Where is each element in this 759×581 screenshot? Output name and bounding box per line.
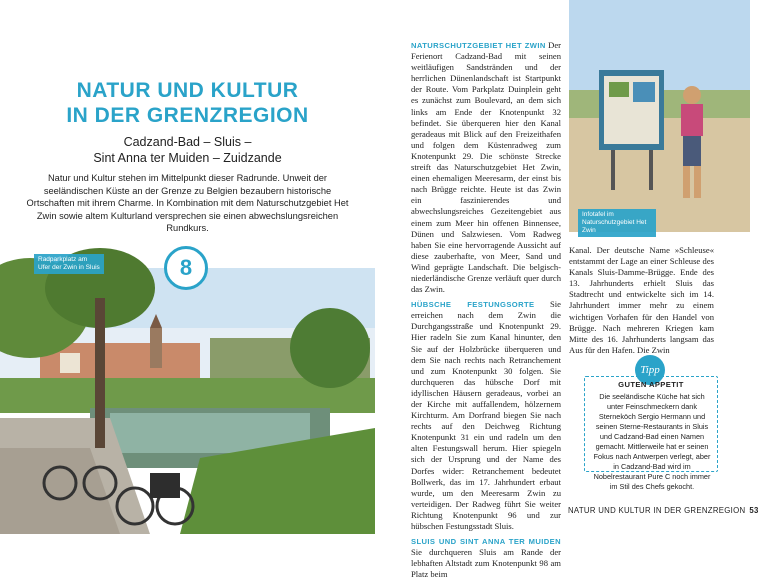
section-text-sluis: Sie durchqueren Sluis am Rande der lebhaften Altstadt zum Knotenpunkt 98 am Platz beim xyxy=(411,547,561,580)
left-page xyxy=(0,0,375,534)
page-footer xyxy=(568,506,759,515)
page-number: 53 xyxy=(749,506,759,515)
subtitle-line-1: Cadzand-Bad – Sluis – xyxy=(123,135,252,149)
intro-text: Natur und Kultur stehen im Mittelpunkt dieser Radrunde. Unweit der seeländischen Küste an der Grenze zu Belgien bezaubern historische Ortschaften mit ihrem Charme. In Kombination mit dem Naturschutzgebiet Het Zwin sowie altem Kulturland versprechen sie einen abwechslungsreichen Rundkurs. xyxy=(26,173,349,234)
page-title xyxy=(20,78,355,128)
tip-text: Die seeländische Küche hat sich unter Feinschmeckern dank Sterneköch Sergio Hermann und seinen Sterne-Restaurants in Sluis und Cadzand-Bad einen Namen gemacht. Mittlerweile hat er seinen Fokus nach Antwerpen verlegt, aber in Cadzand-Bad wird im Nobelrestaurant Pure C noch immer im Stil des Chefs gekocht. xyxy=(593,392,711,491)
footer-chapter-title: NATUR UND KULTUR IN DER GRENZREGION xyxy=(568,506,746,515)
zwin-infoboard-photo xyxy=(569,0,750,232)
section-heading-festungsorte: HÜBSCHE FESTUNGSORTE xyxy=(411,300,535,310)
section-heading-zwin: NATURSCHUTZGEBIET HET ZWIN xyxy=(411,41,546,50)
title-line-1: NATUR UND KULTUR xyxy=(76,79,299,102)
text-column-2: Kanal. Der deutsche Name »Schleuse« entstammt der Lage an einer Schleuse des Kanals Sluis-Damme-Brügge. Ende des 13. Jahrhunderts erhielt Sluis das Stadtrecht und entwickelte sich im 14. Jahrhundert immer mehr zu einem wichtigen Vorhafen für den Handel von Brügge. Nach mehreren Kriegen kam Mitte des 16. Jahrhunderts langsam das Aus für den Hafen. Die Zwin xyxy=(569,245,714,355)
route-subtitle xyxy=(20,134,355,166)
route-number-badge: 8 xyxy=(164,246,208,290)
section-heading-sluis: SLUIS UND SINT ANNA TER MUIDEN xyxy=(411,537,561,547)
title-line-2: IN DER GRENZREGION xyxy=(66,104,309,127)
section-text-zwin: Der Ferienort Cadzand-Bad mit seinen weitläufigen Sandstränden und der herrlichen Dünenlandschaft ist Startpunkt der Route. Vom Parkplatz Duinplein geht es zunächst zum Boulevard, an dem sich links am Ende der Knotenpunkt 32 befindet. Sie überqueren hier den Kanal geradeaus mit Blick auf den Freizeithafen und folgen dem Küstenradweg zum Knotenpunkt 29. Die schönste Strecke streift das Naturschutzgebiet Het Zwin, einen ehemaligen Meeresarm, der einst bis nach Brügge reichte. Heute ist das Zwin ein faszinierendes und abwechslungsreiches Gezeitengebiet aus einem zum Meer hin offenen Binnensee, Dünen und Salzwiesen. Vom Radweg haben Sie eine hervorragende Aussicht auf diese zauberhafte, von Meer, Sand und Wind geprägte Landschaft. Die belgisch-niederländische Grenze verläuft quer durch das Zwin. xyxy=(411,40,561,295)
sluis-canal-photo xyxy=(0,268,375,534)
text-column-1 xyxy=(411,40,561,581)
subtitle-line-2: Sint Anna ter Muiden – Zuidzande xyxy=(93,151,282,165)
section-text-festungsorte: Sie erreichen nach dem Zwin die Durchgangsstraße und Knotenpunkt 29. Hier radeln Sie zum Kanal hinunter, den Sie auf der Holzbrücke überqueren und dem Sie nach rechts nach Retranchement und zum Knotenpunkt 30 folgen. Sie durchqueren das hübsche Dorf mit idyllischen Häusern geradeaus, vorbei an der Kirche mit auffallendem, hölzernem Kirchturm. Am Dorfrand biegen Sie nach rechts auf den Deichweg Richtung Knotenpunkt 31 ein und radeln um den alten Festungswall herum. Hier spiegeln sich der Ursprung und der Name des Dorfes wider: Retranchement bedeutet Bollwerk, das im 17. Jahrhundert erbaut wurde, um den Meeresarm Zwin zu verteidigen. Der Radweg führt Sie weiter Richtung Knotenpunkt 96 und zur hübschen Festungsstadt Sluis. xyxy=(411,299,561,532)
tip-title: GUTEN APPETIT xyxy=(618,380,684,389)
photo-caption-left: Radparkplatz am Ufer der Zwin in Sluis xyxy=(34,254,104,274)
tip-icon: Tipp xyxy=(635,355,665,385)
photo-caption-right: Infotafel im Naturschutzgebiet Het Zwin xyxy=(578,209,656,237)
